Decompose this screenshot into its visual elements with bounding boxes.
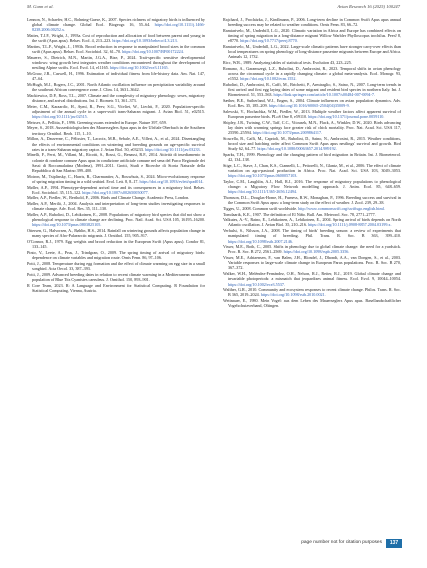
reference-text: Mauerer, S., Dietrich, M.N., Martin, J.G.A., Bize, P., 2024. Trait-specific sensitive developmental windows: wing growth best integrates weather conditions encountered throughout the development of nestling Alpine swifts. Ecol. Evol. 14, e11165. <box>27 54 205 71</box>
reference-text: Lennon, N., Schaefer, H.C., Bohning-Gaese, K., 2007. Species richness of migratory birds is influenced by global climate change. Global Ecol. Biogeogr. 16, 55–64. <box>27 17 205 28</box>
reference-entry <box>223 109 401 119</box>
reference-text: Taylor, C.M., Laughlin, A.J., Hall, R.J., 2016. The response of migratory populations to phenological change: a Migratory Flow Network modelling approach. J. Anim. Ecol. 85, 648–659. <box>223 178 401 189</box>
reference-entry <box>223 179 401 194</box>
reference-link[interactable]: http://www.commonswift.org/swiftsgo.english.html. <box>298 205 385 211</box>
reference-entry <box>27 212 205 227</box>
reference-link[interactable]: https://doi.org/10.1007/BF00172224. <box>122 49 184 55</box>
reference-entry <box>27 104 205 119</box>
reference-link[interactable]: https://doi.org/10.1111/jav.03233. <box>144 146 201 152</box>
reference-text: O'Connor, R.J., 1979. Egg weights and brood reduction in the European Swift (Apus apus). Condor 81, 133–145. <box>27 239 205 250</box>
reference-text: Shipley, J.R., Twining, C.W., Taff, C.C., Vitousek, M.N., Flack, A., Winkler, D.W., 2020. Birds advancing lay dates with warming springs face greater risk of chick mortality. Proc. Nat. Acad. Sci. USA 117, 25590–25594. <box>223 119 401 136</box>
running-header <box>27 4 400 14</box>
reference-text: Walker, W.H., Meléndez-Fernández, O.H., Nelson, R.J., Reiter, R.J., 2019. Global climate change and invariable photoperiods: a mismatch that jeopardizes animal fitness. Ecol. Evol. 9, 10044–10054. <box>223 271 401 282</box>
reference-text: Meier, C.M., Karaardic, H., Aymí, R., Peev, S.G., Vitvliet, W., Liechti, F., 2020. Population-specific adjustment of the annual cycle in a super-swift trans-Saharan migrant. J. Avian Biol. 51, e02515. <box>27 103 205 114</box>
reference-entry <box>27 174 205 184</box>
reference-entry <box>27 82 205 92</box>
reference-text: Ramiarivelo, M., Underhill, L.G., 2020. Climatic variation in Africa and Europe has combined effects on timing of spring migration in a long-distance migrant Willow Warbler Phylloscopus trochilus. PeerJ 8, e8770. <box>223 27 401 44</box>
reference-text: Møller, A.P., 1994. Phenotype-dependent arrival time and its consequences in a migratory bird. Behav. Ecol. Sociobiol. 35, 115–122. <box>27 184 205 195</box>
page-number-badge: 137 <box>386 539 402 548</box>
reference-entry <box>223 195 401 205</box>
reference-text: Valkutes, A.-V., Raino, E., Lehikoinen, A., Lehikoinen, E., 2004. Spring arrival of birds depends on North Atlantic oscillation. J. Avian Biol. 35, 210–216. <box>223 217 401 228</box>
reference-link[interactable]: https://doi.org/10.1002/ece3.5537. <box>228 281 285 287</box>
reference-entry <box>223 136 401 151</box>
reference-entry <box>223 17 401 27</box>
references-left-column <box>27 17 205 294</box>
reference-text: Møller, A.P., Fiedler, W., Berthold, P., 2006. Birds and Climate Change. Academic Press, London. <box>27 195 190 201</box>
reference-text: Thomson, D.L., Douglas-Home, H., Furness, R.W., Monaghan, P., 1996. Breeding success and survival in the Common Swift Apus apus: a long-term study on the effect of weather. J. Zool. 239, 29–38. <box>223 194 401 206</box>
references-right-column <box>223 17 401 309</box>
reference-link[interactable]: https://doi.org/10.1098/rspb.2005.3356. <box>283 249 350 255</box>
reference-link[interactable]: https://doi.org/10.1073/pnas.2009864117. <box>252 130 323 136</box>
reference-link[interactable]: https://doi.org/10.1111/j.1466-8238.2006.00252.x. <box>32 22 205 33</box>
reference-entry <box>27 185 205 195</box>
reference-text: Walther, G.R., 2010. Community and ecosystem responses to recent climate change. Philos. Trans. R. Soc. B 365, 2019–2024. <box>223 287 401 298</box>
reference-entry <box>223 217 401 227</box>
reference-link[interactable]: https://doi.org/10.1002/ecm.1552. <box>240 76 297 82</box>
reference-entry <box>223 212 401 217</box>
reference-text: Ricc, W.R., 1989. Analyzing tables of statistical tests. Evolution 43, 223–225. <box>223 60 352 66</box>
reference-entry <box>223 271 401 286</box>
reference-text: Tigges, U., 2008. Common swift worldwide. <box>223 205 299 211</box>
reference-text: Minelli, F., Ferri, M., Villani, M., Ricotti, S., Rossi, G., Benassi, R.F., 2014. Attività di insediamento in colonie di rondone comune Apus apus in condizione artificiale comune nel sena del Parco Regionale dei Sassi di Roccamalatina (Modena), 1991–2011. Grotti, Studi e Ricerche di Storia Naturale della Repubblica di San Marino 399–400. <box>27 152 205 173</box>
reference-entry <box>223 152 401 162</box>
reference-link[interactable]: https://doi.org/10.1098/rstb.2010.0021. <box>260 292 326 298</box>
reference-text: Mackiewicz, D.P., Ross, T.L., 2007. Climate and the complexity of migratory phenology: sexes, migratory distance, and arrival distributions. Int. J. Biometr. 51, 361–373. <box>27 92 205 103</box>
reference-text: Pinto, V., Leete, A., Prus, J., Trindgran, O., 2009. The spring timing of arrival of migratory birds: dependence on climate variables and migration route. Ornis Fenn. 86, 97–106. <box>27 250 205 261</box>
reference-text: R Core Team, 2023. R: A Language and Environment for Statistical Computing. R Foundation for Statistical Computing, Vienna, Austria. <box>27 282 205 293</box>
reference-text: Verhulst, S., Nilsson, J.A., 2008. The timing of birds' breeding season: a review of experiments that manipulated timing of breeding. Phil. Trans. R. Soc. B 363, 399–410. <box>223 228 401 239</box>
reference-entry <box>223 28 401 43</box>
reference-text: Potti, J., 2008. Temperature during egg formation and the effect of climate warming on egg size in a small songbird. Acta Oecol. 33, 387–393. <box>27 260 205 272</box>
reference-entry <box>27 228 205 238</box>
reference-text: Potti, J., 2009. Advanced breeding dates in relation to recent climate warming in a Mediterranean montane population of Blue Tits Cyanistes caeruleus. J. Ornithol. 150, 893–901. <box>27 271 205 282</box>
reference-text: Tomdaarik, K.E., 1907. The definition of El Niño. Bull. Am. Meteorol. Soc. 78, 2771–2777. <box>223 211 376 217</box>
reference-entry <box>27 17 205 32</box>
reference-entry <box>223 163 401 178</box>
reference-entry <box>223 287 401 297</box>
reference-entry <box>27 120 205 125</box>
reference-text: McGraw, J.R., Caswell, H., 1996. Estimation of individual fitness from life-history data. Am. Nat. 147, 47–64. <box>27 70 205 82</box>
reference-text: Salewski, V., Hochachka, W.M., Fiedler, W., 2013. Multiple weather factors affect apparent survival of European passerine birds. PLoS One 8, e59110. <box>223 108 401 119</box>
reference-text: Romano, A., Garamszegi, L.Z., Rubolini, D., Ambrosini, R., 2023. Temporal shifts in avian phenology across the circannual cycle in a rapidly changing climate: a global meta-analysis. Ecol. Monogr. 93, e1552. <box>223 65 401 82</box>
reference-link[interactable]: https://doi.org/10.1111/1365-2656.12494. <box>228 189 297 195</box>
reference-entry <box>27 283 205 293</box>
reference-text: Martins, T.L.F., Wright, J., 1993b. Brood reduction in response to manipulated brood sizes in the common swift (Apus apus). Behav. Ecol. Sociobiol. 32, 61–70. <box>27 43 205 55</box>
reference-entry <box>223 82 401 97</box>
reference-link[interactable]: https://doi.org/10.1111/jav.02515. <box>32 113 88 119</box>
reference-entry <box>27 272 205 282</box>
reference-entry <box>27 44 205 54</box>
reference-link[interactable]: https://doi.org/10.1002/ece3.11165. <box>109 65 169 71</box>
reference-entry <box>27 125 205 135</box>
reference-entry <box>27 33 205 43</box>
reference-entry <box>27 152 205 173</box>
reference-entry <box>223 44 401 59</box>
reference-text: Møller, A.P., Merilä, J., 2004. Analysis and interpretation of long-term studies investigating responses to climate change. Adv. Ecol. Res. 35, 111–130. <box>27 201 205 212</box>
reference-text: Sicurella, B., Caffi, M., Caprioli, M., Rubolini, D., Saino, N., Ambrosini, R., 2015. Weather conditions, brood size and hatching order affect Common Swift Apus apus nestlings' survival and growth. Bird Study 62, 64–77. <box>223 135 401 152</box>
reference-text: Meisser, A., Pellitta, F., 1996. Greening swans extended in Europe. Nature 397, 659. <box>27 119 167 125</box>
reference-entry <box>223 98 401 108</box>
reference-text: Rubolini, D., Ambrosini, R., Caffi, M., Brichetti, P., Armiraglio, S., Saino, N., 2007. Long-term trends in first arrival and first egg laying dates of some migrant and resident bird species in northern Italy. Int. J. Biometeorol. 51, 553–563. <box>223 81 401 98</box>
reference-entry <box>27 136 205 151</box>
reference-text: Møller, A.P., Rubolini, D., Lehikoinen, E., 2008. Populations of migratory bird species that did not show a phenological response to climate change are declining. Proc. Natl. Acad. Sci. USA 105, 16195–16200. <box>27 212 205 223</box>
reference-entry <box>223 255 401 270</box>
reference-text: Meyer, S., 2018. Aussenbiologischen des Mauerseglers Apus apus in der Ulrftale Oberbach in die Southern territory. Ornithol. Beob. 115, 1–10. <box>27 125 205 136</box>
reference-text: Sæther, B.E., Sutherland, W.J., Engen, S., 2004. Climate influences on avian population dynamics. Adv. Ecol. Res. 35, 185–209. <box>223 97 401 109</box>
reference-entry <box>223 298 401 308</box>
header-authors: M. Gunn et al. <box>27 4 54 9</box>
reference-text: Weitnauer, E., 1980. Mein Vogel: aus dem Leben des Mauerseglers Apus apus. Basellandschaftlicher Vogelschutzverband, Oltingen. <box>223 298 401 309</box>
reference-link[interactable]: https://doi.org/10.1371/journal.pone.0059110. <box>308 113 385 119</box>
reference-text: Rajchard, J., Procházka, J., Kindlmann, P., 2006. Long-term decline in Common Swift Apus apus annual breeding success may be related to weather conditions. Ornis Fenn. 83, 66–72. <box>223 17 401 28</box>
reference-link[interactable]: https://doi.org/10.1098/rstb.2007.2146. <box>228 238 293 244</box>
reference-entry <box>223 60 401 65</box>
reference-entry <box>27 201 205 211</box>
footer-note: page number not for citation purposes <box>301 540 382 545</box>
reference-text: Millon, A., Dauverne, C., Pélissier, T., Lacroix, M.B., Sebale, A.E., Villert, A., et al., 2024. Disentangling the effects of environmental conditions on wintering and breeding grounds on age-specific survival rates in a trans-Saharan migratory raptor. J. Avian Biol. 50, e03233. <box>27 136 205 152</box>
reference-link[interactable]: https://link.springer.com/article/10.1007/s00484-007-0094-7. <box>273 92 375 98</box>
reference-link[interactable]: https://doi.org/10.1093/evlett/qrad014. <box>139 178 204 184</box>
reference-entry <box>223 66 401 81</box>
references-body <box>27 17 401 537</box>
reference-entry <box>27 93 205 103</box>
reference-link[interactable]: https://doi.org/10.1073/pnas.0803825105. <box>32 222 102 228</box>
reference-entry <box>27 261 205 271</box>
reference-entry <box>27 195 205 200</box>
reference-text: McHugh, M.J., Rogers, J.C., 2001. North Atlantic oscillation influence on precipitation variability around the southeast African convergence zone. J. Clim. 14, 3631–3642. <box>27 81 205 92</box>
reference-link[interactable]: https://doi.org/10.1080/00063657.2014.989192. <box>257 146 337 152</box>
reference-link[interactable]: https://doi.org/10.1093/beheco/4.3.213. <box>112 38 178 44</box>
reference-text: Sparks, T.H., 1999. Phenology and the changing pattern of bird migration in Britain. Int. J. Biometeorol. 42, 134–138. <box>223 151 401 162</box>
reference-link[interactable]: https://doi.org/10.1016/S0065-2504(04)35009-9. <box>268 103 350 109</box>
reference-text: Ottersen, G., Halvorsen, A., Bøhlin, H.S., 2014. Rainfall on wintering grounds affects population change in many species of Afro-Palaearctic migrants. J. Ornithol. 155, 905–917. <box>27 228 205 239</box>
header-journal: Avian Research 16 (2025) 100247 <box>337 4 400 9</box>
reference-entry <box>223 120 401 135</box>
reference-link[interactable]: https://doi.org/10.1111/j.0908-8857.2004.03199.x. <box>307 222 392 228</box>
reference-entry <box>27 71 205 81</box>
reference-link[interactable]: https://doi.org/10.1007/s002650050077. <box>82 189 149 195</box>
reference-link[interactable]: https://doi.org/10.7717/peerj.8770. <box>240 38 298 44</box>
page-footer <box>27 539 402 548</box>
reference-link[interactable]: https://doi.org/10.1073/pnas.0600057103. <box>228 173 298 179</box>
reference-text: Visser, M.E., Adriaensen, F., van Balen, J.H., Blondel, J., Dhondt, A.A., van Dongen, S., et al., 2003. Variable responses to large-scale climate change in European Parus populations. Proc. R. Soc. B 270, 367–372. <box>223 255 401 271</box>
reference-text: Visser, M.E., Both, C., 2005. Shifts in phenology due to global climate change: the need for a yardstick. Proc. R. Soc. B 272, 2561–2569. <box>223 244 401 255</box>
reference-text: Moiron, M., Tsiplinsky, C., Harris, R., Charmantier, A., Bouwhuis, S., 2024. Micro-evolutionary response of spring migration timing in a wild seabird. Evol. Lett. 8, 8–17. <box>27 173 205 184</box>
reference-entry <box>223 206 401 211</box>
reference-entry <box>27 239 205 249</box>
reference-entry <box>223 244 401 254</box>
reference-text: Stige, L.C., Stave, J., Chan, K.S., Ciannelli, L., Pettorelli, N., Glantz, M., et al., 2006. The effect of climate variation on agro-pastoral production in Africa. Proc. Nat. Acad. Sci. USA 103, 3049–3053. <box>223 162 401 173</box>
reference-entry <box>27 250 205 260</box>
reference-entry <box>223 228 401 243</box>
reference-entry <box>27 55 205 70</box>
reference-text: Ramiarivelo, M., Underhill, L.G., 2022. Large-scale climatic patterns have stronger carry-over effects than local temperatures on spring phenology of long-distance passerine migrants between Europe and Africa. Animals 12, 1732. <box>223 43 401 60</box>
reference-text: Mattes, T.J.F., Wright, J., 1993a. Cost of reproduction and allocation of food between parent and young in the swift (Apus apus). Behav. Ecol. 4, 213–223. <box>27 33 205 44</box>
